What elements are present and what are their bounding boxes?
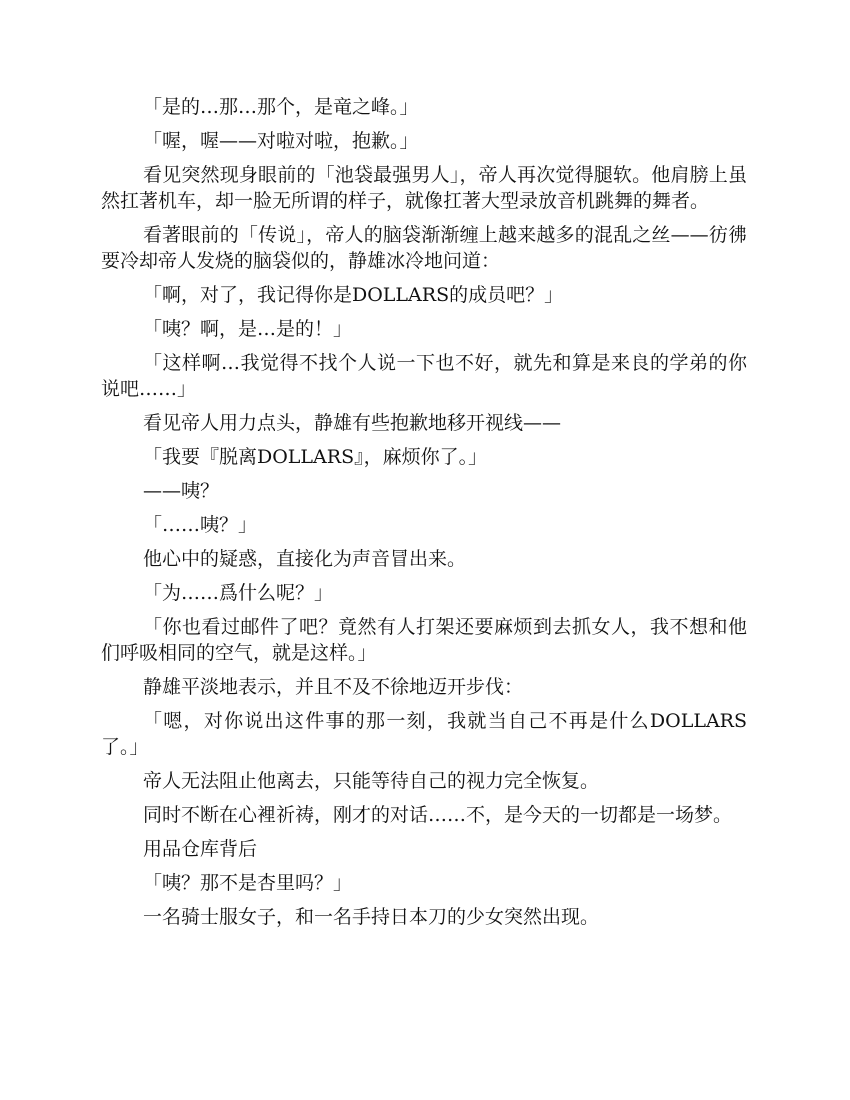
paragraph: 他心中的疑惑，直接化为声音冒出来。 [143, 548, 467, 570]
paragraph: 「是的…那…那个，是竜之峰。」 [143, 96, 419, 118]
paragraph: 同时不断在心裡祈祷，刚才的对话……不，是今天的一切都是一场梦。 [143, 804, 733, 826]
paragraph: 「这样啊…我觉得不找个人说一下也不好，就先和算是来良的学弟的你说吧……」 [101, 352, 747, 400]
paragraph: 「喔，喔——对啦对啦，抱歉。」 [143, 130, 419, 152]
paragraph: 帝人无法阻止他离去，只能等待自己的视力完全恢复。 [143, 770, 600, 792]
document-page [101, 94, 747, 938]
paragraph: 一名骑士服女子，和一名手持日本刀的少女突然出现。 [143, 906, 600, 928]
paragraph: 「咦？那不是杏里吗？」 [143, 872, 353, 894]
paragraph: 「咦？啊，是…是的！」 [143, 318, 353, 340]
paragraph: 「你也看过邮件了吧？竟然有人打架还要麻烦到去抓女人，我不想和他们呼吸相同的空气，就是这样。」 [101, 616, 747, 664]
paragraph: 「嗯，对你说出这件事的那一刻，我就当自己不再是什么DOLLARS了。」 [101, 710, 747, 758]
paragraph: 「啊，对了，我记得你是DOLLARS的成员吧？」 [143, 284, 564, 306]
paragraph: 看见突然现身眼前的「池袋最强男人」，帝人再次觉得腿软。他肩膀上虽然扛著机车，却一脸无所谓的样子，就像扛著大型录放音机跳舞的舞者。 [101, 164, 747, 212]
paragraph: 静雄平淡地表示，并且不及不徐地迈开步伐： [143, 676, 524, 698]
paragraph: ——咦？ [143, 480, 220, 502]
paragraph: 「我要『脱离DOLLARS』，麻烦你了。」 [143, 446, 488, 468]
paragraph: 看著眼前的「传说」，帝人的脑袋渐渐缠上越来越多的混乱之丝——彷彿要冷却帝人发烧的脑袋似的，静雄冰冷地问道： [101, 224, 747, 272]
paragraph: 「……咦？」 [143, 514, 258, 536]
paragraph: 看见帝人用力点头，静雄有些抱歉地移开视线—— [143, 412, 562, 434]
paragraph: 「为……爲什么呢？」 [143, 582, 334, 604]
paragraph: 用品仓库背后 [143, 838, 258, 860]
